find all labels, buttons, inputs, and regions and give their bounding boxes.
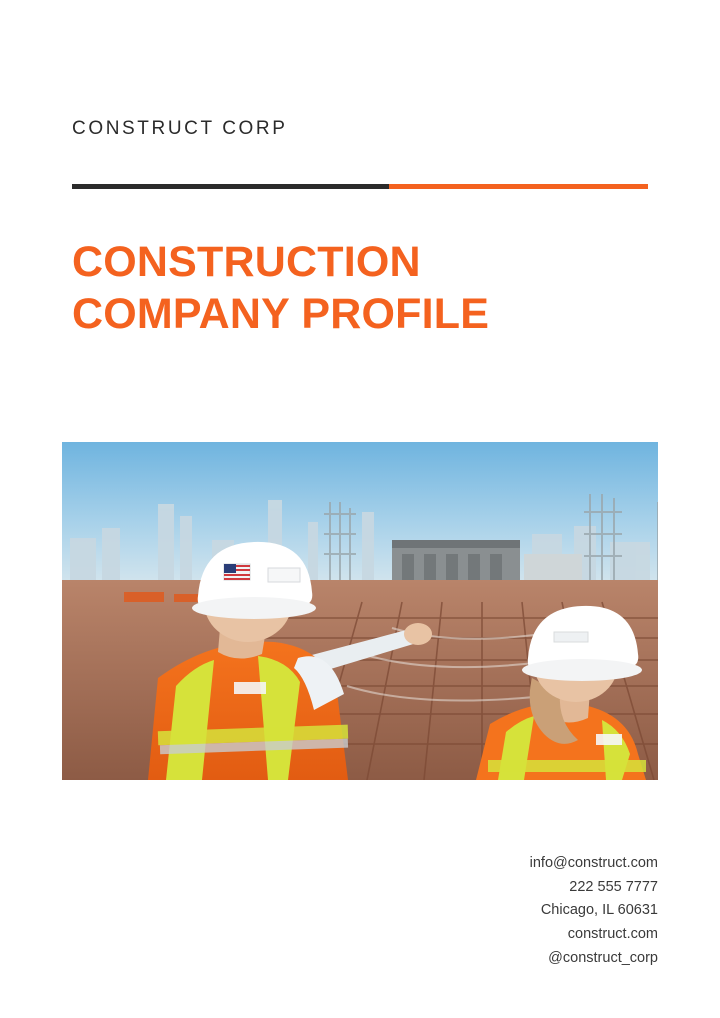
divider-dark-segment — [72, 184, 389, 189]
contact-social[interactable]: @construct_corp — [548, 949, 658, 966]
contact-website[interactable]: construct.com — [567, 925, 658, 942]
construction-site-photo — [62, 442, 658, 780]
contact-phone[interactable]: 222 555 7777 — [569, 878, 658, 895]
contact-address: Chicago, IL 60631 — [540, 902, 658, 919]
page-title-line-1: CONSTRUCTION — [72, 238, 421, 286]
construction-site-illustration — [62, 442, 658, 780]
company-name: CONSTRUCT CORP — [72, 118, 288, 139]
divider-orange-segment — [389, 184, 648, 189]
page-title-line-2: COMPANY PROFILE — [72, 290, 490, 339]
contact-block — [298, 852, 658, 970]
contact-email[interactable]: info@construct.com — [529, 855, 658, 871]
page-title — [72, 236, 672, 341]
divider-rule — [72, 184, 648, 189]
